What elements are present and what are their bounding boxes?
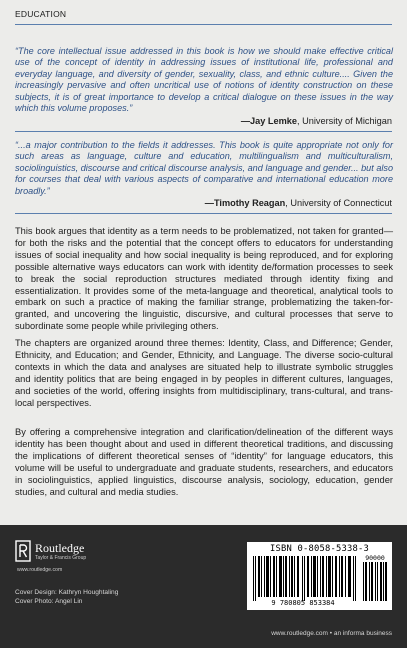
endorsement-attribution-2 <box>205 198 392 208</box>
category-label: EDUCATION <box>15 9 67 19</box>
description-paragraph: The chapters are organized around three themes: Identity, Class, and Difference; Gender, Ethnicity, and Education; and Gender, Ethnicity, and Language. The diverse socio-cultural contexts in which the data and analyses are situated help to illustrate symbolic struggles and identity politics that are being engaged in by peoples in different cultures, languages, and societies of the world, offering insights from multidisciplinary, trans-cultural, and trans-local perspectives. <box>15 338 393 408</box>
endorser-affiliation: , University of Michigan <box>297 116 392 126</box>
publisher-bar <box>0 525 407 648</box>
divider-top <box>15 24 392 25</box>
endorsement-quote-2: “...a major contribution to the fields it addresses. This book is quite appropriate not only for such areas as language, culture and education, multilingualism and multiculturalism, sociolinguistics, discourse and critical discourse analysis, and language and gender... but also for courses that deal with various aspects of comparative and international education more broadly.” <box>15 140 393 196</box>
cover-design-credit: Cover Design: Kathryn Houghtaling <box>15 589 119 596</box>
description-paragraph: By offering a comprehensive integration and clarification/delineation of the different ways identity has been thought about and used in different theoretical traditions, and discussing the implications of different theoretical senses of “identity” for language educators, this volume will be useful to undergraduate and graduate students, researchers, and educators in sociolinguistics, applied linguistics, discourse analysis, sociology, education, gender studies, and cultural and media studies. <box>15 427 393 497</box>
addon-number: 90000 <box>365 554 385 562</box>
publisher-website: www.routledge.com <box>17 567 63 573</box>
endorsement-attribution-1 <box>241 116 392 126</box>
publisher-group: Taylor & Francis Group <box>35 555 87 561</box>
divider-bottom <box>15 213 392 214</box>
footer-website: www.routledge.com • an informa business <box>271 630 392 637</box>
endorsement-quote-1: “The core intellectual issue addressed in this book is how we should make effective critical use of the concept of identity in addressing issues of institutional life, professional and everyday language, and diversity of gender, sexuality, class, and ethnic culture.... Given the increasingly pervasive and often uncritical use of notions of identity construction on these subjects, it is of great importance to develop a critical dialogue on these issues in the way which this volume proposes.” <box>15 46 393 114</box>
addon-barcode-icon <box>362 562 388 601</box>
endorser-name: —Jay Lemke <box>240 116 298 126</box>
barcode-number: 9 780805 853384 <box>271 599 335 607</box>
isbn-label: ISBN 0-8058-5338-3 <box>270 544 369 554</box>
endorser-name: —Timothy Reagan <box>204 198 286 208</box>
description-paragraph: This book argues that identity as a term needs to be problematized, not taken for granted—for both the risks and the potential that the concept offers to educators for understanding issues of social inequality and how social inequality is being reproduced, and for exploring possible alternative ways educators can work with identity de/formation processes to seek to break the social reproduction structures mediated through identity fixing and essentialization. It provides some of the meta-language and theoretical, analytical tools to embark on such a practice of making the familiar strange, problematizing the taken-for-granted, and uncovering the linguistic, discursive, and cultural processes that serve to subordinate some people while privileging others. <box>15 226 393 332</box>
endorser-affiliation: , University of Connecticut <box>285 198 392 208</box>
publisher-name: Routledge <box>35 541 85 555</box>
isbn-barcode-box <box>247 542 392 610</box>
barcode-icon <box>251 556 358 601</box>
cover-photo-credit: Cover Photo: Angel Lin <box>15 598 83 605</box>
routledge-logo-icon <box>15 540 31 562</box>
divider-middle <box>15 131 392 132</box>
